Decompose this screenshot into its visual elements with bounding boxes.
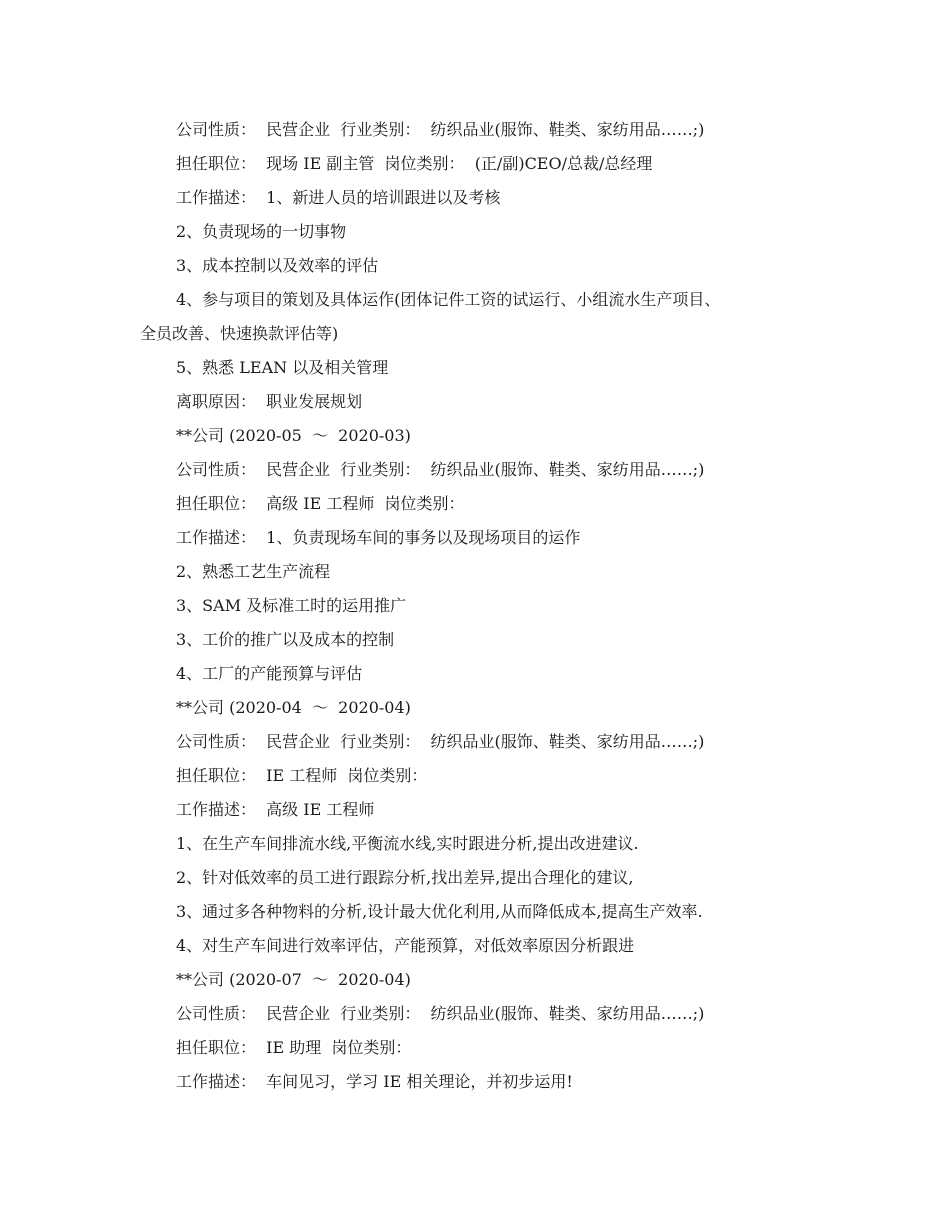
text-line: 4、对生产车间进行效率评估，产能预算，对低效率原因分析跟进 xyxy=(176,936,635,955)
text-line: 工作描述： 车间见习，学习 IE 相关理论，并初步运用! xyxy=(176,1072,573,1091)
text-line: 4、工厂的产能预算与评估 xyxy=(176,664,363,683)
text-line: 5、熟悉 LEAN 以及相关管理 xyxy=(176,358,389,377)
text-line: 2、针对低效率的员工进行跟踪分析,找出差异,提出合理化的建议, xyxy=(176,868,634,887)
text-line: 担任职位： 现场 IE 副主管 岗位类别： (正/副)CEO/总裁/总经理 xyxy=(176,154,653,173)
text-line: 担任职位： 高级 IE 工程师 岗位类别： xyxy=(176,494,465,513)
text-line: 担任职位： IE 工程师 岗位类别： xyxy=(176,766,428,785)
text-line: 4、参与项目的策划及具体运作(团体记件工资的试运行、小组流水生产项目、 xyxy=(176,290,721,309)
text-line: 离职原因： 职业发展规划 xyxy=(176,392,363,411)
text-line: 担任职位： IE 助理 岗位类别： xyxy=(176,1038,412,1057)
text-line: 公司性质： 民营企业 行业类别： 纺织品业(服饰、鞋类、家纺用品……;) xyxy=(176,460,705,479)
document-body xyxy=(140,113,820,1099)
text-line: 3、成本控制以及效率的评估 xyxy=(176,256,379,275)
text-line: 1、在生产车间排流水线,平衡流水线,实时跟进分析,提出改进建议. xyxy=(176,834,639,853)
text-line: 3、SAM 及标准工时的运用推广 xyxy=(176,596,407,615)
text-line-continuation: 全员改善、快速换款评估等) xyxy=(140,324,339,343)
text-line: 公司性质： 民营企业 行业类别： 纺织品业(服饰、鞋类、家纺用品……;) xyxy=(176,120,705,139)
company-heading: **公司 (2020-05 ～ 2020-03) xyxy=(176,426,411,445)
text-line: 3、工价的推广以及成本的控制 xyxy=(176,630,395,649)
text-line: 公司性质： 民营企业 行业类别： 纺织品业(服饰、鞋类、家纺用品……;) xyxy=(176,1004,705,1023)
company-heading: **公司 (2020-07 ～ 2020-04) xyxy=(176,970,411,989)
text-line: 工作描述： 1、负责现场车间的事务以及现场项目的运作 xyxy=(176,528,581,547)
text-line: 工作描述： 1、新进人员的培训跟进以及考核 xyxy=(176,188,501,207)
text-line: 2、负责现场的一切事物 xyxy=(176,222,347,241)
text-line: 2、熟悉工艺生产流程 xyxy=(176,562,331,581)
text-line: 3、通过多各种物料的分析,设计最大优化利用,从而降低成本,提高生产效率. xyxy=(176,902,703,921)
text-line: 公司性质： 民营企业 行业类别： 纺织品业(服饰、鞋类、家纺用品……;) xyxy=(176,732,705,751)
text-line: 工作描述： 高级 IE 工程师 xyxy=(176,800,375,819)
company-heading: **公司 (2020-04 ～ 2020-04) xyxy=(176,698,411,717)
